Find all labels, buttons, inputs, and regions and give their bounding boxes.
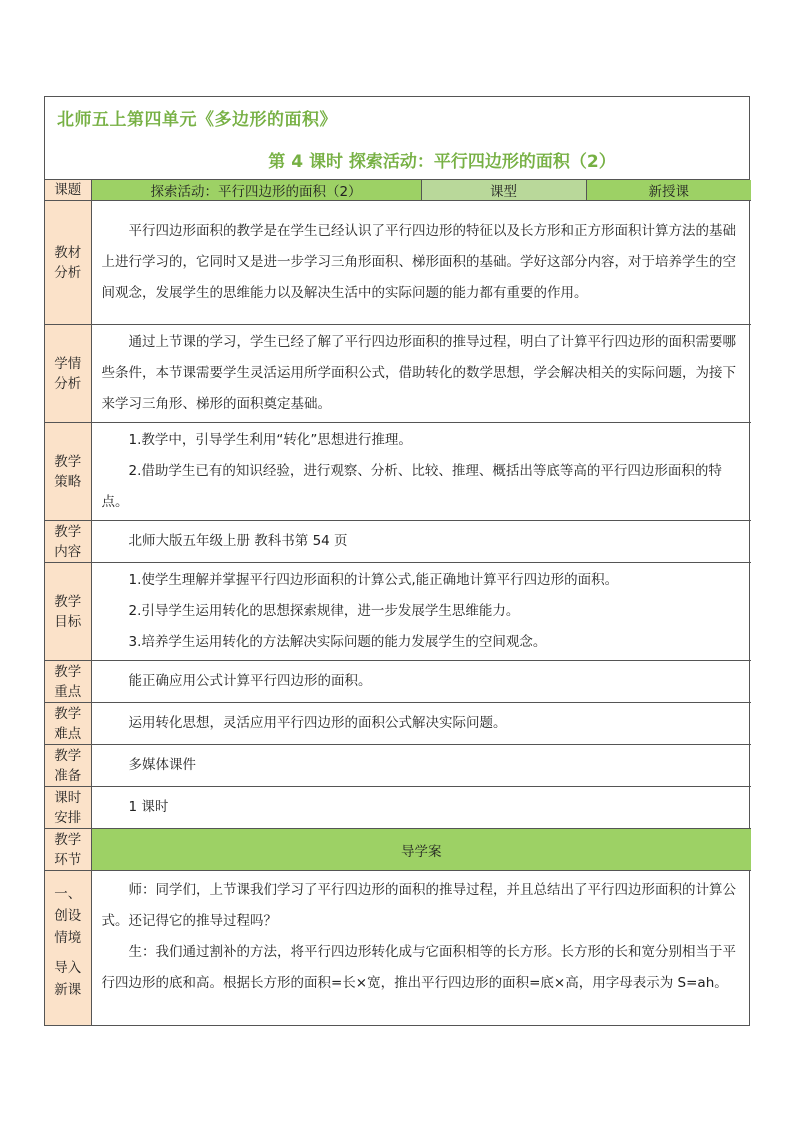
label-line: 教学: [54, 523, 82, 540]
student-line: 生：我们通过割补的方法，将平行四边形转化成与它面积相等的长方形。长方形的长和宽分别相当于平行四边形的底和高。根据长方形的面积=长×宽，推出平行四边形的面积=底×高，用字母表示为 S=ah。: [101, 944, 736, 991]
section-label: [45, 201, 91, 325]
title-row: [45, 97, 749, 180]
section-label: [45, 745, 91, 787]
label-line: 教材: [54, 244, 82, 261]
lesson-plan-table: [45, 180, 751, 1025]
topic-label: 课题: [45, 180, 91, 201]
topic-row: [45, 180, 751, 201]
section-content: [91, 563, 751, 661]
label-line: 目标: [54, 613, 82, 630]
section-prep: [45, 745, 751, 787]
label-line: 环节: [54, 851, 82, 868]
label-line: 教学: [54, 831, 82, 848]
content-text: 北师大版五年级上册 教科书第 54 页: [128, 533, 348, 549]
section-label: [45, 563, 91, 661]
strategy-item: 1.教学中，引导学生利用“转化”思想进行推理。: [128, 432, 412, 448]
key-point-text: 能正确应用公式计算平行四边形的面积。: [128, 673, 372, 689]
label-line: 策略: [54, 473, 82, 490]
label-line: 分析: [54, 375, 82, 392]
section-label: [45, 423, 91, 521]
label-line: 难点: [54, 725, 82, 742]
label-line: 课时: [54, 789, 82, 806]
section-goals: [45, 563, 751, 661]
label-line: 创设: [54, 908, 82, 924]
section-students: [45, 325, 751, 423]
label-line: 学情: [54, 355, 82, 372]
section-content: [91, 745, 751, 787]
label-line: 教学: [54, 705, 82, 722]
label-line: 安排: [54, 809, 82, 826]
section-hours: [45, 787, 751, 829]
goal-item: 2.引导学生运用转化的思想探索规律，进一步发展学生思维能力。: [128, 603, 520, 619]
strategy-item: 2.借助学生已有的知识经验，进行观察、分析、比较、推理、概括出等底等高的平行四边形面积的特点。: [101, 463, 722, 510]
lesson-plan-sheet: [44, 96, 750, 1026]
label-line: 内容: [54, 543, 82, 560]
type-label: 课型: [421, 180, 586, 201]
lesson-title: 第 4 课时 探索活动：平行四边形的面积（2）: [268, 152, 616, 172]
section-content: [91, 787, 751, 829]
step-label: [45, 871, 91, 1025]
section-analysis: [45, 201, 751, 325]
section-difficulty: [45, 703, 751, 745]
label-line: 导入: [54, 960, 82, 976]
section-label: [45, 325, 91, 423]
section-content: [91, 201, 751, 325]
label-line: 准备: [54, 767, 82, 784]
teacher-line: 师：同学们，上节课我们学习了平行四边形的面积的推导过程，并且总结出了平行四边形面积的计算公式。还记得它的推导过程吗？: [101, 882, 736, 929]
hours-text: 1 课时: [128, 799, 169, 815]
section-content: [91, 325, 751, 423]
section-content: [91, 423, 751, 521]
label-line: 教学: [54, 453, 82, 470]
section-label: [45, 829, 91, 871]
label-line: 教学: [54, 747, 82, 764]
section-process-header: [45, 829, 751, 871]
label-line: 教学: [54, 663, 82, 680]
topic-value: 探索活动：平行四边形的面积（2）: [91, 180, 421, 201]
section-content: [91, 871, 751, 1025]
label-line: 重点: [54, 683, 82, 700]
section-content: [91, 521, 751, 563]
label-line: 一、: [54, 886, 82, 902]
process-header: 导学案: [91, 829, 751, 871]
section-strategy: [45, 423, 751, 521]
doc-title: 北师五上第四单元《多边形的面积》: [57, 110, 337, 130]
section-label: [45, 787, 91, 829]
prep-text: 多媒体课件: [128, 757, 196, 773]
label-line: 教学: [54, 593, 82, 610]
section-step1: [45, 871, 751, 1025]
label-line: 新课: [54, 982, 82, 998]
students-text: 通过上节课的学习，学生已经了解了平行四边形面积的推导过程，明白了计算平行四边形的面积需要哪些条件，本节课需要学生灵活运用所学面积公式，借助转化的数学思想，学会解决相关的实际问题，为接下来学习三角形、梯形的面积奠定基础。: [101, 334, 736, 412]
section-content-row: [45, 521, 751, 563]
label-line: 分析: [54, 264, 82, 281]
section-content: [91, 661, 751, 703]
section-label: [45, 703, 91, 745]
type-value: 新授课: [586, 180, 751, 201]
section-label: [45, 661, 91, 703]
section-content: [91, 703, 751, 745]
section-label: [45, 521, 91, 563]
difficulty-text: 运用转化思想，灵活应用平行四边形的面积公式解决实际问题。: [128, 715, 507, 731]
label-line: 情境: [54, 930, 82, 946]
goal-item: 1.使学生理解并掌握平行四边形面积的计算公式,能正确地计算平行四边形的面积。: [128, 572, 619, 588]
section-key-point: [45, 661, 751, 703]
goal-item: 3.培养学生运用转化的方法解决实际问题的能力发展学生的空间观念。: [128, 634, 547, 650]
analysis-text: 平行四边形面积的教学是在学生已经认识了平行四边形的特征以及长方形和正方形面积计算方法的基础上进行学习的，它同时又是进一步学习三角形面积、梯形面积的基础。学好这部分内容，对于培养学生的空间观念，发展学生的思维能力以及解决生活中的实际问题的能力都有重要的作用。: [101, 223, 736, 301]
